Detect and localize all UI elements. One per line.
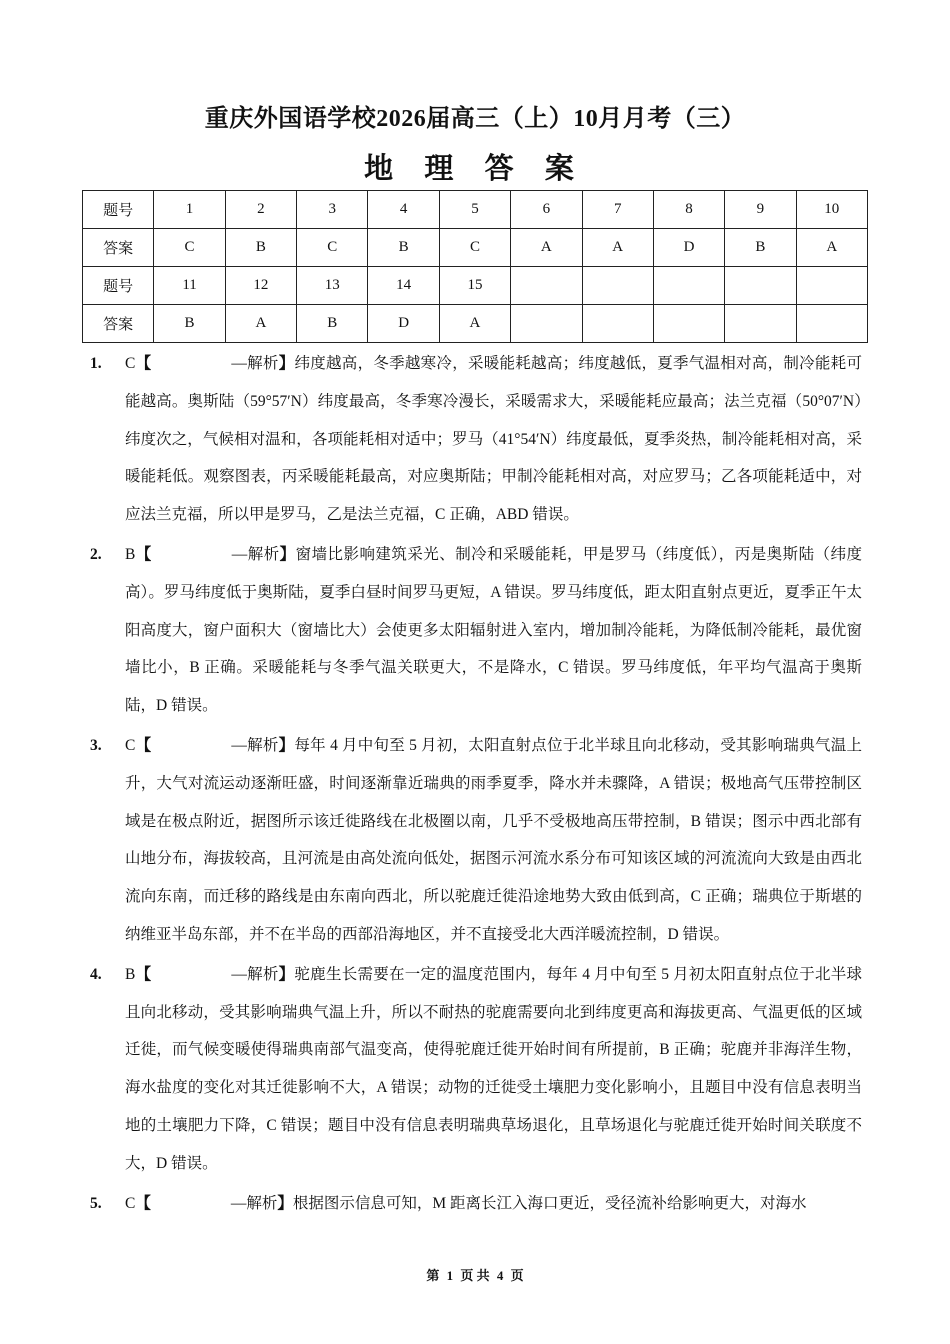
footer-suffix: 页: [510, 1268, 524, 1283]
answer-table-row: [83, 191, 868, 229]
explanation-text: 驼鹿生长需要在一定的温度范围内，每年 4 月中旬至 5 月初太阳直射点位于北半球且向北移动，受其影响瑞典气温上升，所以不耐热的驼鹿需要向北到纬度更高和海拔更高、气温更低的区域迁徙，而气候变暖使得瑞典南部气温变高，使得驼鹿迁徙开始时间有所提前，B 正确；驼鹿并非海洋生物，海水盐度的变化对其迁徙影响不大，A 错误；动物的迁徙受土壤肥力变化影响小，且题目中没有信息表明当地的土壤肥力下降，C 错误；题目中没有信息表明瑞典草场退化，且草场退化与驼鹿迁徙开始时间关联度不大，D 错误。: [125, 965, 862, 1172]
question-number: 4.: [90, 965, 102, 983]
page-title: 重庆外国语学校2026届高三（上）10月月考（三）: [204, 106, 746, 132]
answer-table-cell: B: [368, 229, 439, 267]
answer-table-cell: A: [439, 305, 510, 343]
answer-table-cell: 1: [154, 191, 225, 229]
answer-table-cell: A: [796, 229, 867, 267]
answer-table-row-label: 题号: [83, 191, 154, 229]
answer-table-cell: [511, 305, 582, 343]
answer-table-cell: [796, 267, 867, 305]
question-answer: C: [125, 736, 136, 754]
explanation-text: 纬度越高，冬季越寒冷，采暖能耗越高；纬度越低，夏季气温相对高，制冷能耗可能越高。奥斯陆（59°57′N）纬度最高，冬季寒冷漫长，采暖需求大，采暖能耗应最高；法兰克福（50°07′N）纬度次之，气候相对温和，各项能耗相对适中；罗马（41°54′N）纬度最低，夏季炎热，制冷能耗相对高，采暖能耗低。观察图表，丙采暖能耗最高，对应奥斯陆；甲制冷能耗相对高，对应罗马；乙各项能耗适中，对应法兰克福，所以甲是罗马，乙是法兰克福，C 正确，ABD 错误。: [125, 355, 862, 524]
analysis-tag-label: —解析: [231, 965, 279, 983]
explanation-item: [90, 1185, 862, 1223]
answer-table-cell: [653, 267, 724, 305]
answer-table-cell: C: [439, 229, 510, 267]
analysis-tag-close: 】: [279, 545, 296, 563]
answer-table-cell: C: [297, 229, 368, 267]
analysis-tag-close: 】: [278, 355, 295, 372]
analysis-tag-label: —解析: [231, 545, 280, 563]
question-number: 3.: [90, 736, 102, 754]
footer-middle: 页 共: [460, 1268, 490, 1283]
analysis-tag-open: 【: [135, 736, 152, 754]
analysis-tag-label: —解析: [231, 355, 279, 372]
answer-table-cell: 8: [653, 191, 724, 229]
answer-table-cell: B: [725, 229, 796, 267]
answer-table-cell: 9: [725, 191, 796, 229]
answer-table: [82, 190, 868, 343]
analysis-tag-open: 【: [135, 545, 152, 563]
answer-table-cell: [725, 305, 796, 343]
answer-table-row-label: 答案: [83, 305, 154, 343]
analysis-tag-close: 】: [278, 736, 295, 754]
answer-table-row: [83, 229, 868, 267]
footer-prefix: 第: [426, 1268, 440, 1283]
answer-table-cell: A: [582, 229, 653, 267]
question-number: 2.: [90, 545, 102, 563]
answer-table-cell: 13: [297, 267, 368, 305]
answer-table-cell: 15: [439, 267, 510, 305]
explanation-text: 根据图示信息可知，M 距离长江入海口更近，受径流补给影响更大，对海水: [292, 1194, 807, 1212]
question-answer: B: [125, 545, 136, 563]
answer-table-cell: 10: [796, 191, 867, 229]
answer-table-cell: 11: [154, 267, 225, 305]
footer-total-pages: 4: [496, 1268, 504, 1283]
analysis-tag-label: —解析: [230, 1194, 278, 1212]
question-number: 1.: [90, 355, 102, 372]
question-answer: C: [125, 1194, 136, 1212]
analysis-tag-close: 】: [278, 965, 295, 983]
question-number: 5.: [90, 1194, 102, 1212]
answer-table-cell: [511, 267, 582, 305]
footer-page-number: 1: [446, 1268, 454, 1283]
explanation-text: 窗墙比影响建筑采光、制冷和采暖能耗，甲是罗马（纬度低），丙是奥斯陆（纬度高）。罗马纬度低于奥斯陆，夏季白昼时间罗马更短，A 错误。罗马纬度低，距太阳直射点更近，夏季正午太阳高度大，窗户面积大（窗墙比大）会使更多太阳辐射进入室内，增加制冷能耗，为降低制冷能耗，最优窗墙比小，B 正确。采暖能耗与冬季气温关联更大，不是降水，C 错误。罗马纬度低，年平均气温高于奥斯陆，D 错误。: [125, 545, 862, 715]
answer-table-cell: 5: [439, 191, 510, 229]
answer-table-cell: 7: [582, 191, 653, 229]
explanation-item: [90, 727, 862, 954]
answer-table-cell: [582, 267, 653, 305]
answer-table-row: [83, 305, 868, 343]
page-footer: [0, 1265, 950, 1284]
analysis-tag-open: 【: [135, 355, 152, 372]
answer-table-cell: D: [368, 305, 439, 343]
answer-table-cell: 6: [511, 191, 582, 229]
answer-table-cell: 12: [225, 267, 296, 305]
question-answer: B: [125, 965, 136, 983]
answer-table-cell: A: [511, 229, 582, 267]
answer-table-row-label: 答案: [83, 229, 154, 267]
analysis-tag-open: 【: [135, 965, 152, 983]
explanation-list: [90, 345, 862, 1224]
analysis-tag-label: —解析: [231, 736, 279, 754]
answer-table-cell: 14: [368, 267, 439, 305]
answer-table-row-label: 题号: [83, 267, 154, 305]
answer-table-cell: [796, 305, 867, 343]
explanation-text: 每年 4 月中旬至 5 月初，太阳直射点位于北半球且向北移动，受其影响瑞典气温上升，大气对流运动逐渐旺盛，时间逐渐靠近瑞典的雨季夏季，降水并未骤降，A 错误；极地高气压带控制区域是在极点附近，据图所示该迁徙路线在北极圈以南，几乎不受极地高压带控制，B 错误；图示中西北部有山地分布，海拔较高，且河流是由高处流向低处，据图示河流水系分布可知该区域的河流流向大致是由西北流向东南，而迁移的路线是由东南向西北，所以驼鹿迁徙沿途地势大致由低到高，C 正确；瑞典位于斯堪的纳维亚半岛东部，并不在半岛的西部沿海地区，并不直接受北大西洋暖流控制，D 错误。: [125, 736, 862, 943]
analysis-tag-close: 】: [277, 1194, 293, 1212]
answer-table-cell: 2: [225, 191, 296, 229]
answer-table-cell: A: [225, 305, 296, 343]
answer-table-cell: B: [225, 229, 296, 267]
page-subtitle: 地 理 答 案: [364, 153, 586, 185]
answer-table-cell: [653, 305, 724, 343]
answer-table-cell: B: [154, 305, 225, 343]
answer-table-cell: D: [653, 229, 724, 267]
answer-table-cell: C: [154, 229, 225, 267]
explanation-item: [90, 345, 862, 534]
explanation-item: [90, 956, 862, 1183]
explanation-item: [90, 536, 862, 725]
answer-table-cell: 4: [368, 191, 439, 229]
answer-table-cell: 3: [297, 191, 368, 229]
answer-table-cell: B: [297, 305, 368, 343]
answer-table-cell: [582, 305, 653, 343]
analysis-tag-open: 【: [135, 1194, 151, 1212]
answer-table-cell: [725, 267, 796, 305]
answer-table-row: [83, 267, 868, 305]
question-answer: C: [125, 355, 136, 372]
